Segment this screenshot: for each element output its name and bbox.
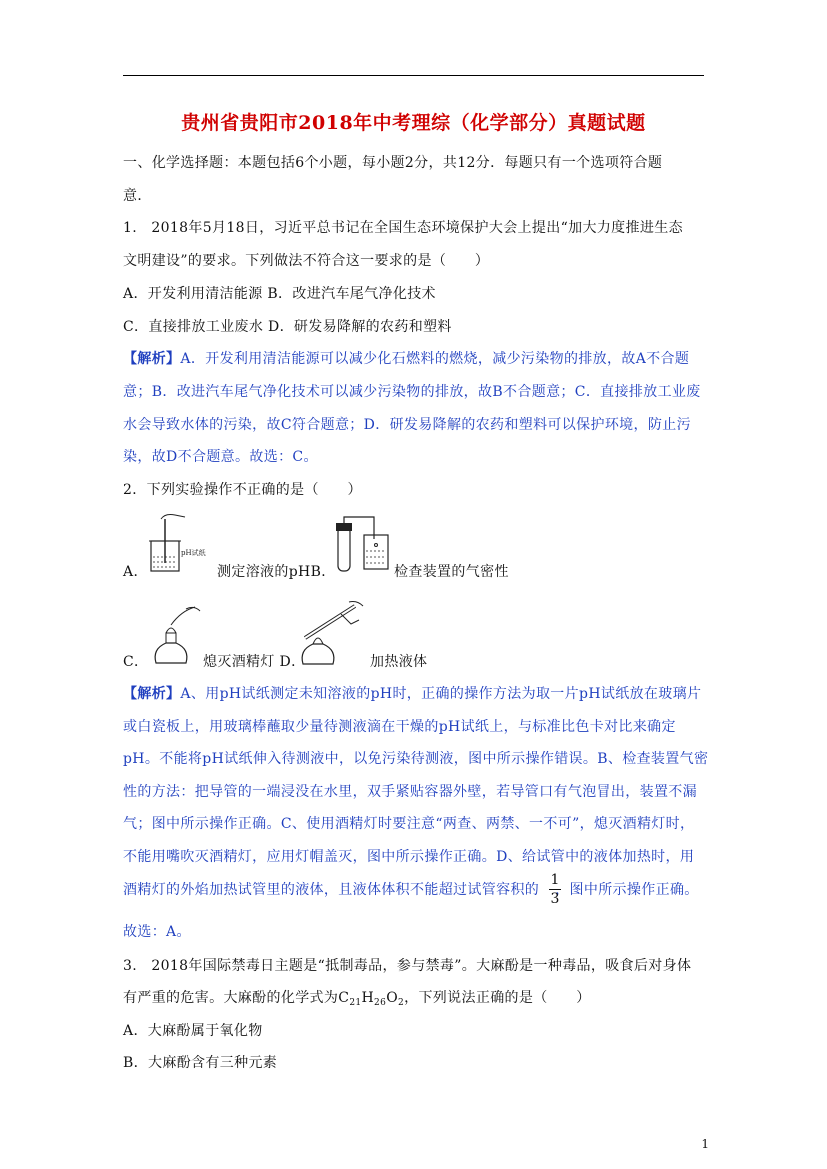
q2-analysis-line-8: 故选：A。 [123,924,191,940]
q3-option-b: B．大麻酚含有三种元素 [123,1055,278,1071]
q2-analysis-line-5: 气；图中所示操作正确。C、使用酒精灯时要注意“两查、两禁、一不可”，熄灭酒精灯时， [123,816,695,832]
q3-stem-line-1: 3. 2018年国际禁毒日主题是“抵制毒品，参与禁毒”。大麻酚是一种毒品，吸食后对身体 [123,958,692,974]
q2-option-a-label: A． [123,564,148,580]
page-number: 1 [701,1137,709,1151]
header-rule [123,75,704,76]
extinguish-lamp-figure [146,603,202,665]
section-intro-line-1: 一、化学选择题：本题包括6个小题，每小题2分，共12分．每题只有一个选项符合题 [123,155,663,171]
q2-analysis-line-7: 酒精灯的外焰加热试管里的液体，且液体体积不能超过试管容积的 ，图中所示操作正确。 [123,882,699,898]
q2-analysis-line-4: 性的方法：把导管的一端浸没在水里，双手紧贴容器外壁，若导管口有气泡冒出，装置不漏 [123,784,697,800]
q2-analysis-line-6: 不能用嘴吹灭酒精灯，应用灯帽盖灭，图中所示操作正确。D、给试管中的液体加热时，用 [123,849,695,865]
q2-option-d-text: 加热液体 [370,654,428,670]
q2-analysis-line-1: 【解析】A、用pH试纸测定未知溶液的pH时，正确的操作方法为取一片pH试纸放在玻璃片 [123,686,702,702]
analysis-tag: 【解析】 [123,686,181,702]
heat-liquid-figure [297,598,369,666]
q1-analysis-line-1: 【解析】A．开发利用清洁能源可以减少化石燃料的燃烧，减少污染物的排放，故A不合题 [123,351,690,367]
q2-option-a-text: 测定溶液的pHB． [217,564,336,580]
q2-option-c-label: C． [123,654,149,670]
q1-analysis-line-3: 水会导致水体的污染，故C符合题意；D．研发易降解的农药和塑料可以保护环境，防止污 [123,417,691,433]
section-intro-line-2: 意． [123,188,152,204]
q1-analysis-line-2: 意；B．改进汽车尾气净化技术可以减少污染物的排放，故B不合题意；C．直接排放工业废 [123,384,701,400]
q2-option-b-text: 检查装置的气密性 [394,564,509,580]
ph-paper-label: pH试纸 [181,549,206,557]
q1-stem-line-1: 1. 2018年5月18日，习近平总书记在全国生态环境保护大会上提出“加大力度推进生态 [123,220,683,236]
fraction-one-third: 1 3 [550,872,560,907]
q2-analysis-line-2: 或白瓷板上，用玻璃棒蘸取少量待测液滴在干燥的pH试纸上，与标准比色卡对比来确定 [123,719,676,735]
q1-stem-line-2: 文明建设”的要求。下列做法不符合这一要求的是（ ） [123,253,490,269]
q2-analysis-line-3: pH。不能将pH试纸伸入待测液中，以免污染待测液，图中所示操作错误。B、检查装置气密 [123,751,709,767]
analysis-tag: 【解析】 [123,351,181,367]
ph-test-beaker-figure [143,513,213,575]
q2-option-c-text: 熄灭酒精灯 D． [203,654,306,670]
airtightness-check-figure [330,513,392,577]
page-title: 贵州省贵阳市2018年中考理综（化学部分）真题试题 [181,112,646,134]
q1-options-line-2: C．直接排放工业废水 D．研发易降解的农药和塑料 [123,319,452,335]
q3-option-a: A．大麻酚属于氧化物 [123,1023,263,1039]
q1-analysis-line-4: 染，故D不合题意。故选：C。 [123,449,318,465]
q3-stem-line-2: 有严重的危害。大麻酚的化学式为$C_{21}H_{26}O_2$，下列说法正确的是（ ） [123,990,591,1008]
q1-options-line-1: A．开发利用清洁能源 B．改进汽车尾气净化技术 [123,286,436,302]
q2-stem: 2．下列实验操作不正确的是（ ） [123,482,362,498]
